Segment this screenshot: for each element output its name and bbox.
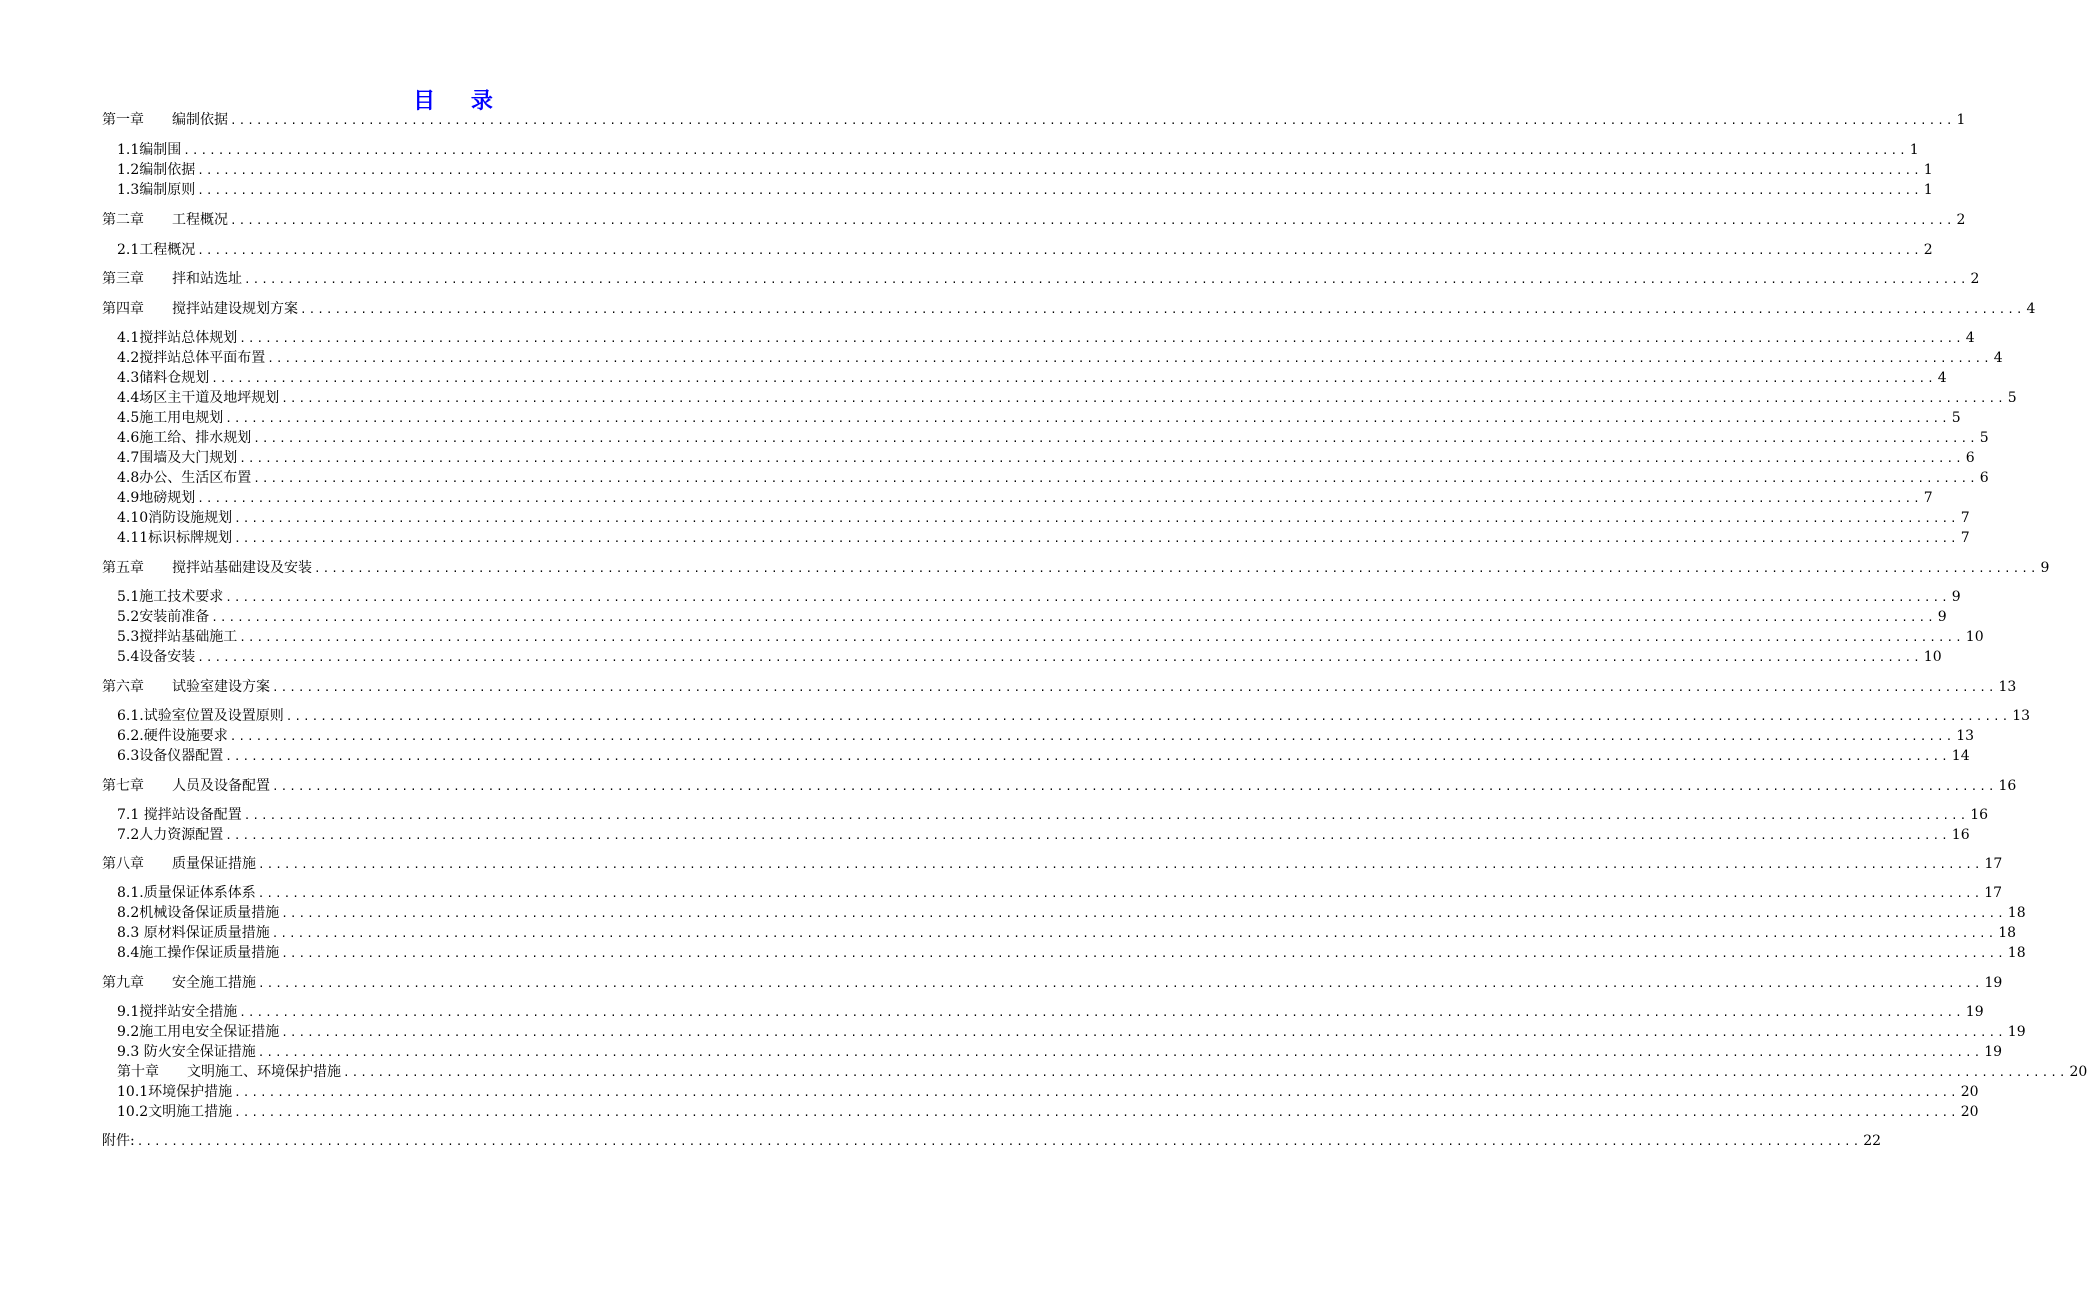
toc-chapter-entry[interactable] (102, 677, 2017, 697)
toc-section-entry[interactable] (117, 903, 2026, 923)
toc-page-number: 9 (2040, 560, 2050, 576)
toc-entry-label: 第五章 搅拌站基础建设及安装 (102, 560, 312, 576)
dot-leader: ........................................................................................................................................................................................................ (136, 1135, 1862, 1148)
toc-page-number: 20 (1960, 1104, 1979, 1120)
toc-page-number: 13 (1998, 679, 2017, 695)
toc-entry-label: 4.3储料仓规划 (117, 370, 210, 386)
toc-section-entry[interactable] (117, 746, 1970, 766)
toc-section-entry[interactable] (117, 240, 1933, 260)
toc-section-entry[interactable] (117, 160, 1933, 180)
toc-section-entry[interactable] (117, 328, 1975, 348)
toc-page-number: 4 (1937, 370, 1947, 386)
dot-leader: ........................................................................................................................................................................................................ (281, 947, 2006, 960)
toc-entry-label: 1.3编制原则 (117, 182, 196, 198)
dot-leader: ........................................................................................................................................................................................................ (234, 1086, 1959, 1099)
toc-entry-label: 9.3 防火安全保证措施 (117, 1044, 256, 1060)
dot-leader: ........................................................................................................................................................................................................ (253, 472, 1978, 485)
toc-page-number: 5 (2007, 390, 2017, 406)
dot-leader: ........................................................................................................................................................................................................ (300, 303, 2025, 316)
toc-section-entry[interactable] (117, 923, 2017, 943)
toc-chapter-entry[interactable] (102, 973, 2003, 993)
dot-leader: ........................................................................................................................................................................................................ (225, 829, 1950, 842)
toc-page-number: 5 (1979, 430, 1989, 446)
toc-page-number: 1 (1923, 162, 1933, 178)
dot-leader: ........................................................................................................................................................................................................ (281, 1026, 2006, 1039)
toc-entry-label: 7.1 搅拌站设备配置 (117, 807, 242, 823)
toc-page-number: 17 (1984, 885, 2003, 901)
dot-leader: ........................................................................................................................................................................................................ (225, 750, 1950, 763)
dot-leader: ........................................................................................................................................................................................................ (211, 611, 1936, 624)
toc-page-number: 20 (2069, 1064, 2087, 1080)
toc-page-number: 16 (1970, 807, 1989, 823)
toc-section-entry[interactable] (117, 706, 2031, 726)
toc-entry-label: 4.5施工用电规划 (117, 410, 224, 426)
dot-leader: ........................................................................................................................................................................................................ (281, 392, 2006, 405)
toc-page-number: 16 (1951, 827, 1970, 843)
toc-chapter-entry[interactable] (102, 269, 1980, 289)
toc-entry-label: 4.6施工给、排水规划 (117, 430, 252, 446)
toc-section-entry[interactable] (117, 805, 1989, 825)
dot-leader: ........................................................................................................................................................................................................ (197, 244, 1922, 257)
dot-leader: ........................................................................................................................................................................................................ (234, 512, 1959, 525)
toc-page-number: 7 (1960, 530, 1970, 546)
toc-page-number: 10 (1923, 649, 1942, 665)
dot-leader: ........................................................................................................................................................................................................ (211, 372, 1936, 385)
toc-section-entry[interactable] (117, 408, 1961, 428)
toc-page-number: 16 (1998, 778, 2017, 794)
dot-leader: ........................................................................................................................................................................................................ (239, 332, 1964, 345)
toc-page-number: 7 (1923, 490, 1933, 506)
toc-chapter-entry[interactable] (102, 558, 2050, 578)
toc-entry-label: 5.1施工技术要求 (117, 589, 224, 605)
toc-section-entry[interactable] (117, 1022, 2026, 1042)
toc-entry-label: 9.2施工用电安全保证措施 (117, 1024, 280, 1040)
toc-section-entry[interactable] (117, 508, 1970, 528)
toc-page-number: 2 (1923, 242, 1933, 258)
dot-leader: ........................................................................................................................................................................................................ (267, 352, 1992, 365)
dot-leader: ........................................................................................................................................................................................................ (253, 432, 1978, 445)
toc-page-number: 2 (1956, 212, 1966, 228)
toc-section-entry[interactable] (117, 528, 1970, 548)
toc-page-number: 1 (1909, 142, 1919, 158)
toc-section-entry[interactable] (117, 1062, 2087, 1082)
toc-section-entry[interactable] (117, 726, 1975, 746)
toc-entry-label: 6.3设备仪器配置 (117, 748, 224, 764)
dot-leader: ........................................................................................................................................................................................................ (281, 907, 2006, 920)
toc-entry-label: 4.8办公、生活区布置 (117, 470, 252, 486)
toc-page-number: 10 (1965, 629, 1984, 645)
toc-entry-label: 10.1环境保护措施 (117, 1084, 233, 1100)
dot-leader: ........................................................................................................................................................................................................ (258, 858, 1983, 871)
dot-leader: ........................................................................................................................................................................................................ (239, 1006, 1964, 1019)
toc-page-number: 4 (2026, 301, 2036, 317)
toc-section-entry[interactable] (117, 825, 1970, 845)
dot-leader: ........................................................................................................................................................................................................ (272, 681, 1997, 694)
dot-leader: ........................................................................................................................................................................................................ (243, 809, 1969, 822)
dot-leader: ........................................................................................................................................................................................................ (197, 651, 1922, 664)
toc-section-entry[interactable] (117, 468, 1989, 488)
toc-page-number: 5 (1951, 410, 1961, 426)
toc-section-entry[interactable] (117, 1042, 2003, 1062)
toc-section-entry[interactable] (117, 428, 1989, 448)
toc-entry-label: 8.3 原材料保证质量措施 (117, 925, 270, 941)
toc-entry-label: 第四章 搅拌站建设规划方案 (102, 301, 298, 317)
toc-page-number: 9 (1937, 609, 1947, 625)
toc-page-number: 22 (1863, 1133, 1882, 1149)
toc-chapter-entry[interactable] (102, 299, 2036, 319)
toc-entry-label: 8.1.质量保证体系体系 (117, 885, 256, 901)
toc-entry-label: 第二章 工程概况 (102, 212, 228, 228)
toc-entry-label: 4.7围墙及大门规划 (117, 450, 238, 466)
dot-leader: ........................................................................................................................................................................................................ (230, 114, 1955, 127)
dot-leader: ........................................................................................................................................................................................................ (230, 214, 1955, 227)
toc-entry-label: 第三章 拌和站选址 (102, 271, 242, 287)
toc-section-entry[interactable] (117, 943, 2026, 963)
dot-leader: ........................................................................................................................................................................................................ (183, 144, 1908, 157)
dot-leader: ........................................................................................................................................................................................................ (234, 1106, 1959, 1119)
toc-section-entry[interactable] (117, 607, 1947, 627)
dot-leader: ........................................................................................................................................................................................................ (314, 562, 2039, 575)
toc-chapter-entry[interactable] (102, 854, 2003, 874)
toc-entry-label: 4.9地磅规划 (117, 490, 196, 506)
toc-page-number: 9 (1951, 589, 1961, 605)
dot-leader: ........................................................................................................................................................................................................ (258, 977, 1983, 990)
toc-page-number: 4 (1965, 330, 1975, 346)
toc-page-number: 6 (1979, 470, 1989, 486)
dot-leader: ........................................................................................................................................................................................................ (197, 492, 1922, 505)
toc-entry-label: 第一章 编制依据 (102, 112, 228, 128)
toc-page-number: 18 (2007, 945, 2026, 961)
toc-page-number: 20 (1960, 1084, 1979, 1100)
toc-entry-label: 7.2人力资源配置 (117, 827, 224, 843)
toc-entry-label: 8.4施工操作保证质量措施 (117, 945, 280, 961)
toc-page-number: 1 (1956, 112, 1966, 128)
toc-section-entry[interactable] (117, 488, 1933, 508)
toc-entry-label: 4.11标识标牌规划 (117, 530, 233, 546)
toc-entry-label: 6.1.试验室位置及设置原则 (117, 708, 284, 724)
toc-section-entry[interactable] (117, 587, 1961, 607)
dot-leader: ........................................................................................................................................................................................................ (343, 1066, 2068, 1079)
toc-chapter-entry[interactable] (102, 210, 1966, 230)
toc-page-number: 2 (1970, 271, 1980, 287)
toc-page-number: 19 (1984, 1044, 2003, 1060)
toc-entry-label: 1.1编制围 (117, 142, 182, 158)
toc-entry-label: 10.2文明施工措施 (117, 1104, 233, 1120)
toc-section-entry[interactable] (117, 1002, 1984, 1022)
toc-section-entry[interactable] (117, 140, 1919, 160)
toc-entry-label: 4.1搅拌站总体规划 (117, 330, 238, 346)
toc-entry-label: 2.1工程概况 (117, 242, 196, 258)
toc-entry-label: 4.4场区主干道及地坪规划 (117, 390, 280, 406)
dot-leader: ........................................................................................................................................................................................................ (239, 452, 1964, 465)
toc-section-entry[interactable] (117, 448, 1975, 468)
dot-leader: ........................................................................................................................................................................................................ (272, 780, 1997, 793)
toc-page-number: 18 (2007, 905, 2026, 921)
dot-leader: ........................................................................................................................................................................................................ (197, 184, 1922, 197)
toc-section-entry[interactable] (117, 883, 2003, 903)
toc-page-number: 4 (1993, 350, 2003, 366)
dot-leader: ........................................................................................................................................................................................................ (225, 591, 1950, 604)
toc-page-number: 18 (1998, 925, 2017, 941)
toc-page-number: 14 (1951, 748, 1970, 764)
dot-leader: ........................................................................................................................................................................................................ (271, 927, 1997, 940)
toc-entry-label: 4.2搅拌站总体平面布置 (117, 350, 266, 366)
toc-page-number: 19 (1984, 975, 2003, 991)
dot-leader: ........................................................................................................................................................................................................ (257, 887, 1983, 900)
toc-entry-label: 5.2安装前准备 (117, 609, 210, 625)
toc-section-entry[interactable] (117, 1082, 1979, 1102)
dot-leader: ........................................................................................................................................................................................................ (239, 631, 1964, 644)
toc-chapter-entry[interactable] (102, 110, 1966, 130)
toc-entry-label: 第十章 文明施工、环境保护措施 (117, 1064, 341, 1080)
toc-title: 目 录 (413, 89, 507, 114)
dot-leader: ........................................................................................................................................................................................................ (285, 710, 2011, 723)
toc-section-entry[interactable] (117, 1102, 1979, 1122)
toc-entry-label: 第六章 试验室建设方案 (102, 679, 270, 695)
dot-leader: ........................................................................................................................................................................................................ (197, 164, 1922, 177)
toc-entry-label: 5.3搅拌站基础施工 (117, 629, 238, 645)
toc-page-number: 1 (1923, 182, 1933, 198)
toc-section-entry[interactable] (117, 647, 1942, 667)
dot-leader: ........................................................................................................................................................................................................ (244, 273, 1969, 286)
dot-leader: ........................................................................................................................................................................................................ (229, 730, 1955, 743)
toc-entry-label: 4.10消防设施规划 (117, 510, 233, 526)
dot-leader: ........................................................................................................................................................................................................ (225, 412, 1950, 425)
toc-entry-label: 第八章 质量保证措施 (102, 856, 256, 872)
toc-entry-label: 8.2机械设备保证质量措施 (117, 905, 280, 921)
toc-entry-label: 第七章 人员及设备配置 (102, 778, 270, 794)
toc-page-number: 6 (1965, 450, 1975, 466)
toc-section-entry[interactable] (117, 180, 1933, 200)
toc-page-number: 13 (2012, 708, 2031, 724)
toc-entry-label: 9.1搅拌站安全措施 (117, 1004, 238, 1020)
toc-entry-label: 附件: (102, 1133, 135, 1149)
dot-leader: ........................................................................................................................................................................................................ (234, 532, 1959, 545)
toc-section-entry[interactable] (117, 348, 2003, 368)
toc-chapter-entry[interactable] (102, 1131, 1882, 1151)
toc-entry-label: 1.2编制依据 (117, 162, 196, 178)
toc-section-entry[interactable] (117, 627, 1984, 647)
toc-entry-label: 第九章 安全施工措施 (102, 975, 256, 991)
toc-page-number: 13 (1956, 728, 1975, 744)
toc-section-entry[interactable] (117, 368, 1947, 388)
toc-page-number: 19 (2007, 1024, 2026, 1040)
toc-chapter-entry[interactable] (102, 776, 2017, 796)
toc-page-number: 19 (1965, 1004, 1984, 1020)
toc-entry-label: 5.4设备安装 (117, 649, 196, 665)
toc-page-number: 17 (1984, 856, 2003, 872)
dot-leader: ........................................................................................................................................................................................................ (257, 1046, 1983, 1059)
toc-section-entry[interactable] (117, 388, 2017, 408)
toc-entry-label: 6.2.硬件设施要求 (117, 728, 228, 744)
toc-page-number: 7 (1960, 510, 1970, 526)
